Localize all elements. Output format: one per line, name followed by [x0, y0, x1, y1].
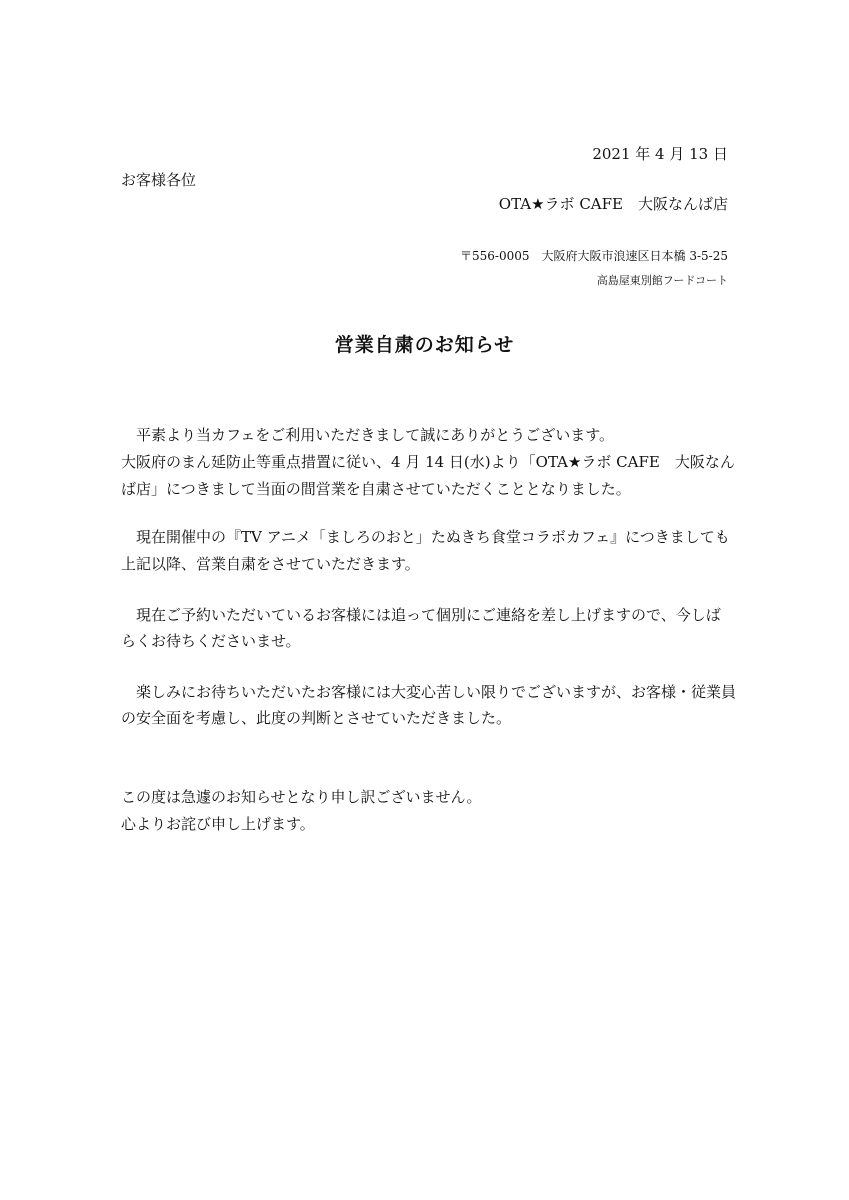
paragraph-1-line-1: 平素より当カフェをご利用いただきまして誠にありがとうございます。 [136, 426, 615, 444]
closing-line-2: 心よりお詫び申し上げます。 [121, 815, 315, 833]
paragraph-3-line-2: らくお待ちくださいませ。 [121, 632, 301, 650]
paragraph-4-line-2: の安全面を考慮し、此度の判断とさせていただきました。 [121, 709, 512, 727]
closing-line-1: この度は急遽のお知らせとなり申し訳ございません。 [121, 788, 482, 806]
paragraph-2-line-2: 上記以降、営業自粛をさせていただきます。 [121, 555, 420, 573]
paragraph-2-line-1: 現在開催中の『TV アニメ「ましろのおと」たぬきち食堂コラボカフェ』につきましても [136, 528, 730, 546]
notice-date: 2021 年 4 月 13 日 [592, 145, 728, 163]
page-title: 営業自粛のお知らせ [334, 334, 515, 356]
paragraph-1-line-3: ば店」につきまして当面の間営業を自粛させていただくこととなりました。 [121, 480, 631, 498]
postal-address: 〒556-0005 大阪府大阪市浪速区日本橋 3-5-25 [460, 249, 728, 263]
addressee: お客様各位 [121, 171, 197, 189]
paragraph-3-line-1: 現在ご予約いただいているお客様には追って個別にご連絡を差し上げますので、今しば [136, 606, 721, 624]
paragraph-1-line-2: 大阪府のまん延防止等重点措置に従い、4 月 14 日(水)より「OTA★ラボ CAFE 大阪なん [121, 453, 735, 471]
paragraph-4-line-1: 楽しみにお待ちいただいたお客様には大変心苦しい限りでございますが、お客様・従業員 [136, 683, 737, 701]
building-name: 高島屋東別館フードコート [596, 274, 728, 287]
sender-name: OTA★ラボ CAFE 大阪なんば店 [498, 195, 728, 213]
